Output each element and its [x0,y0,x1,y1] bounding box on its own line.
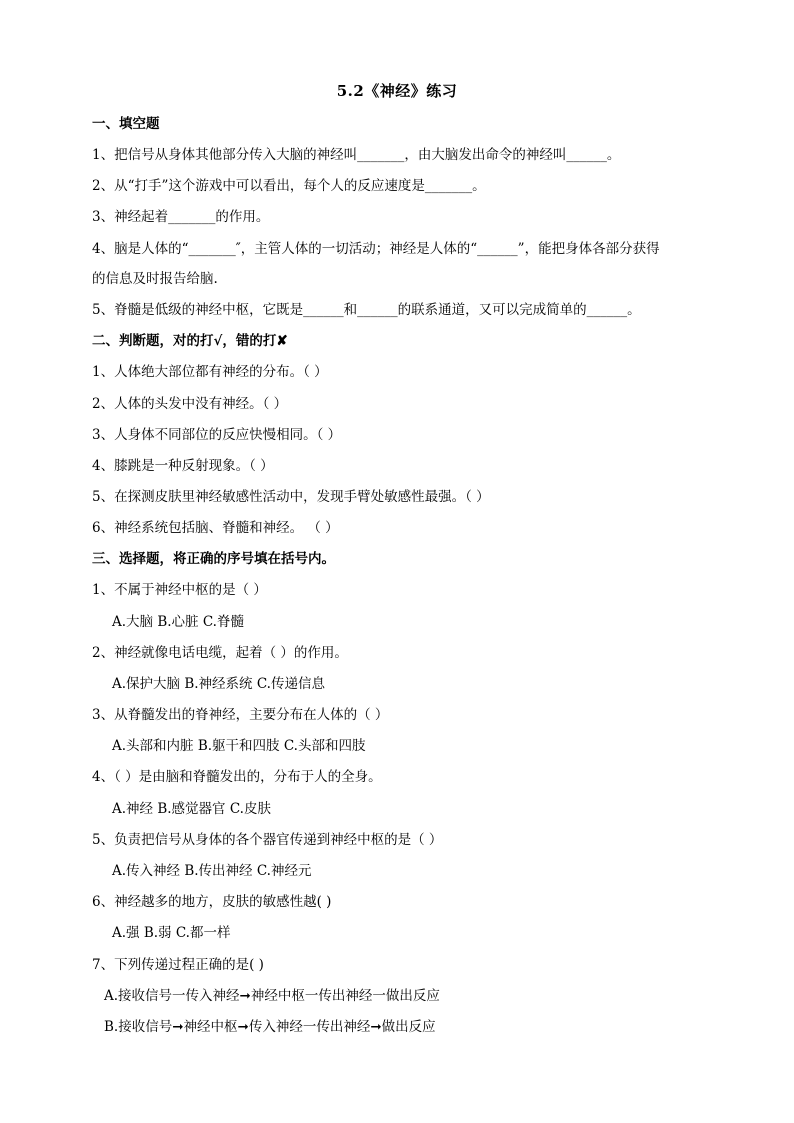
choice-question-2: 2、神经就像电话电缆，起着（ ）的作用。 [92,645,348,661]
fill-blank-question-2: 2、从“打手”这个游戏中可以看出，每个人的反应速度是_______。 [92,178,486,194]
true-false-question-2: 2、人体的头发中没有神经。（ ） [92,396,288,412]
choice-question-4-options: A.神经 B.感觉器官 C.皮肤 [112,801,271,817]
choice-question-2-options: A.保护大脑 B.神经系统 C.传递信息 [112,676,325,692]
choice-question-6: 6、神经越多的地方，皮肤的敏感性越( ) [92,894,332,910]
section-heading-fill-blank: 一、填空题 [92,116,160,132]
choice-question-1: 1、不属于神经中枢的是（ ） [92,582,267,598]
true-false-question-6: 6、神经系统包括脑、脊髓和神经。 （ ） [92,520,339,536]
choice-question-4: 4、（ ）是由脑和脊髓发出的，分布于人的全身。 [92,769,382,785]
choice-question-6-options: A.强 B.弱 C.都一样 [112,925,231,941]
choice-question-7-option-b: B.接收信号➞神经中枢➞传入神经一传出神经➞做出反应 [104,1019,436,1035]
true-false-question-5: 5、在探测皮肤里神经敏感性活动中，发现手臂处敏感性最强。（ ） [92,489,490,505]
fill-blank-question-4: 4、脑是人体的“_______″，主管人体的一切活动；神经是人体的“______”，能把身体各部分获得 [92,241,660,257]
fill-blank-question-1: 1、把信号从身体其他部分传入大脑的神经叫_______，由大脑发出命令的神经叫______。 [92,147,621,163]
choice-question-5: 5、负责把信号从身体的各个器官传递到神经中枢的是（ ） [92,832,443,848]
true-false-question-1: 1、人体绝大部位都有神经的分布。（ ） [92,364,328,380]
true-false-question-4: 4、膝跳是一种反射现象。（ ） [92,458,274,474]
fill-blank-question-3: 3、神经起着_______的作用。 [92,209,270,225]
choice-question-7-option-a: A.接收信号一传入神经➞神经中枢一传出神经一做出反应 [104,988,440,1004]
true-false-question-3: 3、人身体不同部位的反应快慢相同。（ ） [92,427,342,443]
choice-question-3-options: A.头部和内脏 B.躯干和四肢 C.头部和四肢 [112,738,366,754]
section-heading-multiple-choice: 三、选择题，将正确的序号填在括号内。 [92,551,335,567]
fill-blank-question-5: 5、脊髓是低级的神经中枢，它既是______和______的联系通道，又可以完成简单的______。 [92,302,641,318]
choice-question-1-options: A.大脑 B.心脏 C.脊髓 [112,614,244,630]
section-heading-true-false: 二、判断题，对的打√，错的打✘ [92,333,288,349]
choice-question-5-options: A.传入神经 B.传出神经 C.神经元 [112,863,312,879]
fill-blank-question-4-continued: 的信息及时报告给脑. [92,271,218,287]
choice-question-7: 7、下列传递过程正确的是( ) [92,957,264,973]
choice-question-3: 3、从脊髓发出的脊神经，主要分布在人体的（ ） [92,707,389,723]
page-title: 5.2《神经》练习 [336,82,458,100]
